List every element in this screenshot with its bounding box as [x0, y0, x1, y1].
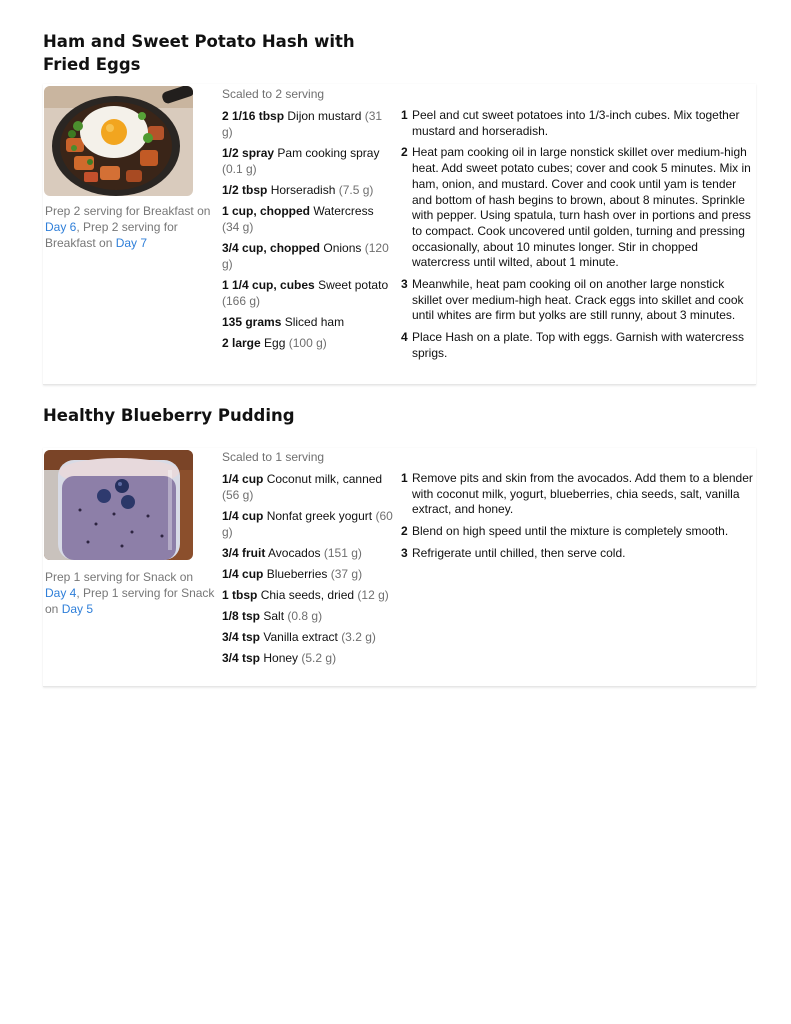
- serving-scale-label: Scaled to 1 serving: [222, 450, 325, 464]
- day-link-day-5[interactable]: Day 5: [61, 602, 94, 616]
- recipe-body: [43, 84, 756, 385]
- ingredient-weight: (166 g): [222, 294, 261, 308]
- ingredient-item: [222, 182, 394, 198]
- ingredient-weight: (0.8 g): [287, 609, 323, 623]
- ingredient-name: Chia seeds, dried: [260, 588, 355, 602]
- ingredient-weight: (56 g): [222, 488, 254, 502]
- step-number: 4: [401, 330, 408, 345]
- ingredient-name: Watercress: [313, 204, 374, 218]
- ingredient-name: Honey: [263, 651, 299, 665]
- prep-note: [45, 569, 215, 617]
- ingredient-item: [222, 545, 394, 561]
- step-text: Place Hash on a plate. Top with eggs. Garnish with watercress sprigs.: [412, 330, 744, 360]
- step-number: 3: [401, 545, 408, 560]
- instruction-step: [401, 145, 756, 271]
- step-text: Heat pam cooking oil in large nonstick skillet over medium-high heat. Add sweet potato cubes; cover and cook 5 minutes. Mix in ham, onion, and mustard. Cover and cook until yam is tender and bottom of hash begins to brown, about 8 minutes. Sprinkle with pepper. Using spatula, turn hash over in portions and press to compact. Cook uncovered until golden, turning and pressing occasionally, about 10 minutes longer. Stir in chopped watercress until wilted, about 1 minute.: [412, 145, 751, 270]
- prep-text: Prep 1 serving for Snack on: [45, 570, 194, 584]
- ingredient-quantity: 2 large: [222, 336, 261, 350]
- instruction-step: [401, 546, 756, 562]
- ingredient-name: Nonfat greek yogurt: [266, 509, 373, 523]
- prep-text: , Prep 2 serving for Breakfast on: [45, 220, 178, 250]
- instruction-list: [401, 471, 756, 568]
- step-text: Refrigerate until chilled, then serve cold.: [412, 545, 626, 560]
- ingredient-quantity: 1/4 cup: [222, 509, 264, 523]
- ingredient-name: Avocados: [268, 546, 321, 560]
- step-number: 1: [401, 108, 408, 122]
- blueberry-chia-pudding-photo: [44, 450, 193, 560]
- ingredient-weight: (0.1 g): [222, 162, 257, 176]
- ingredient-quantity: 1 1/4 cup, cubes: [222, 278, 315, 292]
- step-number: 2: [401, 145, 408, 160]
- ingredient-weight: (120 g): [222, 241, 389, 271]
- ingredient-quantity: 3/4 cup, chopped: [222, 241, 321, 255]
- ingredient-name: Coconut milk, canned: [266, 472, 383, 486]
- ingredient-weight: (37 g): [330, 567, 363, 581]
- ingredient-list: [222, 449, 394, 671]
- ingredient-weight: (7.5 g): [338, 183, 374, 197]
- ingredient-quantity: 3/4 tsp: [222, 651, 261, 665]
- ingredient-quantity: 1 cup, chopped: [222, 204, 311, 218]
- ingredient-item: [222, 335, 394, 351]
- recipe-title: Healthy Blueberry Pudding: [43, 406, 295, 425]
- prep-note: [45, 203, 215, 251]
- ingredient-item: [222, 314, 394, 330]
- ingredient-name: Sliced ham: [284, 315, 345, 329]
- step-text: Remove pits and skin from the avocados. Add them to a blender with coconut milk, yogurt, blueberries, chia seeds, salt, vanilla extract, and honey.: [412, 471, 753, 517]
- prep-text: , Prep 1 serving for Snack on: [45, 586, 215, 616]
- step-number: 2: [401, 524, 408, 539]
- instruction-step: [401, 471, 756, 518]
- recipe-card-2: [43, 404, 756, 665]
- ingredient-weight: (5.2 g): [301, 651, 337, 665]
- day-link-day-7[interactable]: Day 7: [115, 236, 148, 250]
- ingredient-name: Blueberries: [266, 567, 328, 581]
- day-link-day-6[interactable]: Day 6: [45, 220, 77, 234]
- ingredient-name: Dijon mustard: [287, 109, 362, 123]
- ingredient-quantity: 1/2 tbsp: [222, 183, 268, 197]
- instruction-step: [401, 330, 756, 361]
- ingredient-name: Sweet potato: [318, 278, 389, 292]
- recipe-card-1: [43, 30, 756, 360]
- ingredient-quantity: 1/2 spray: [222, 146, 275, 160]
- ingredient-item: [222, 108, 394, 140]
- ingredient-quantity: 3/4 fruit: [222, 546, 266, 560]
- instruction-step: [401, 524, 756, 540]
- ingredient-name: Vanilla extract: [263, 630, 338, 644]
- recipe-body: [43, 448, 756, 687]
- step-text: Blend on high speed until the mixture is completely smooth.: [412, 524, 729, 539]
- ingredient-item: [222, 508, 394, 540]
- ingredient-quantity: 1/4 cup: [222, 567, 264, 581]
- ingredient-item: [222, 471, 394, 503]
- ingredient-quantity: 1/8 tsp: [222, 609, 261, 623]
- instruction-step: [401, 277, 756, 324]
- prep-text: Prep 2 serving for Breakfast on: [45, 204, 211, 218]
- ingredient-item: [222, 566, 394, 582]
- ingredient-quantity: 2 1/16 tbsp: [222, 109, 285, 123]
- step-text: Peel and cut sweet potatoes into 1/3-inch cubes. Mix together mustard and horseradish.: [412, 108, 740, 138]
- ingredient-item: [222, 587, 394, 603]
- ingredient-weight: (31 g): [222, 109, 383, 139]
- ingredient-quantity: 135 grams: [222, 315, 282, 329]
- ingredient-quantity: 1 tbsp: [222, 588, 258, 602]
- recipe-title: Ham and Sweet Potato Hash with Fried Eggs: [43, 32, 355, 74]
- ingredient-name: Horseradish: [270, 183, 336, 197]
- ingredient-item: [222, 650, 394, 666]
- serving-scale-label: Scaled to 2 serving: [222, 87, 325, 101]
- ingredient-weight: (12 g): [357, 588, 389, 602]
- instruction-list: [401, 108, 756, 368]
- ingredient-quantity: 1/4 cup: [222, 472, 264, 486]
- ingredient-weight: (3.2 g): [341, 630, 376, 644]
- ingredient-list: [222, 86, 394, 356]
- step-number: 1: [401, 471, 408, 485]
- ingredient-item: [222, 277, 394, 309]
- ingredient-name: Egg: [264, 336, 286, 350]
- ingredient-name: Onions: [323, 241, 362, 255]
- ingredient-item: [222, 240, 394, 272]
- ingredient-item: [222, 145, 394, 177]
- instruction-step: [401, 108, 756, 139]
- ingredient-weight: (151 g): [323, 546, 362, 560]
- ingredient-name: Pam cooking spray: [277, 146, 380, 160]
- ingredient-weight: (34 g): [222, 220, 254, 234]
- step-number: 3: [401, 277, 408, 292]
- ingredient-item: [222, 629, 394, 645]
- ingredient-item: [222, 203, 394, 235]
- step-text: Meanwhile, heat pam cooking oil on another large nonstick skillet over medium-high heat. Crack eggs into skillet and cook until whites are firm but yolks are still runny, about 3 minutes.: [412, 277, 744, 323]
- ingredient-item: [222, 608, 394, 624]
- ingredient-quantity: 3/4 tsp: [222, 630, 261, 644]
- ham-sweet-potato-hash-photo: [44, 86, 193, 196]
- ingredient-weight: (60 g): [222, 509, 393, 539]
- ingredient-name: Salt: [263, 609, 285, 623]
- ingredient-weight: (100 g): [288, 336, 327, 350]
- day-link-day-4[interactable]: Day 4: [45, 586, 77, 600]
